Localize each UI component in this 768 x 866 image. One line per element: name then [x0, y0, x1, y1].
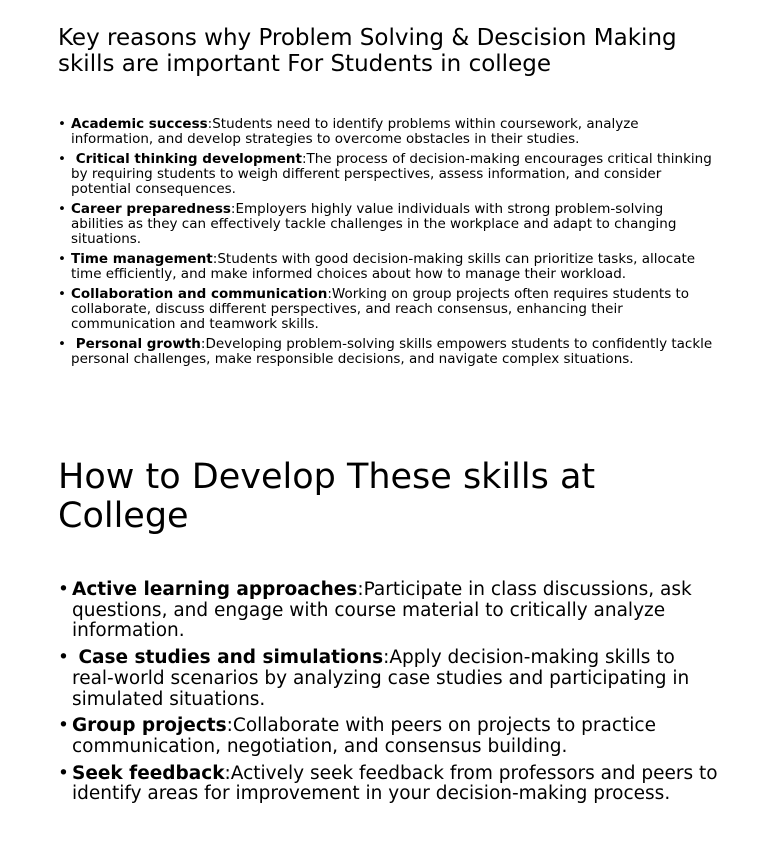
item-term: Critical thinking development	[71, 151, 302, 167]
item-text: Working on group projects often requires students to collaborate, discuss different perspectives, and reach consensus, enhancing their communication and teamwork skills.	[71, 286, 690, 332]
key-reasons-list	[58, 117, 718, 372]
item-text: Students need to identify problems within coursework, analyze information, and develop strategies to overcome obstacles in their studies.	[71, 116, 639, 147]
bullet: •	[58, 579, 69, 600]
item-term: Academic success	[71, 116, 208, 132]
bullet: •	[58, 251, 66, 267]
bullet: •	[58, 715, 69, 737]
bullet: •	[58, 336, 66, 352]
list-item	[58, 764, 718, 805]
list-item	[58, 648, 718, 710]
item-separator: :	[224, 762, 231, 784]
item-separator: :	[383, 647, 390, 669]
item-term: Case studies and simulations	[72, 647, 384, 669]
item-separator: :	[207, 116, 213, 132]
item-term: Time management	[71, 251, 213, 267]
item-text: Actively seek feedback from professors and peers to identify areas for improvement in your decision-making process.	[72, 762, 718, 805]
develop-skills-list	[58, 580, 718, 811]
item-separator: :	[301, 151, 307, 167]
item-separator: :	[226, 715, 233, 737]
item-term: Active learning approaches	[72, 579, 358, 600]
list-item	[58, 252, 718, 282]
item-term: Group projects	[72, 715, 227, 737]
item-text: The process of decision-making encourages critical thinking by requiring students to weigh different perspectives, assess information, and consider potential consequences.	[71, 151, 712, 197]
item-separator: :	[357, 579, 364, 600]
item-text: Participate in class discussions, ask questions, and engage with course material to critically analyze information.	[72, 579, 692, 642]
item-term: Career preparedness	[71, 201, 231, 217]
list-item	[58, 117, 718, 147]
item-separator: :	[327, 286, 332, 302]
list-item	[58, 580, 718, 642]
bullet: •	[58, 151, 66, 167]
item-text: Students with good decision-making skills can prioritize tasks, allocate time efficiently, and make informed choices about how to manage their workload.	[71, 251, 696, 282]
list-item	[58, 337, 718, 367]
bullet: •	[58, 201, 66, 217]
item-term: Personal growth	[71, 336, 201, 352]
item-text: Collaborate with peers on projects to practice communication, negotiation, and consensus building.	[72, 715, 656, 757]
bullet: •	[58, 286, 66, 302]
item-term: Seek feedback	[72, 762, 225, 784]
section-title-develop-skills: How to Develop These skills at College	[58, 457, 596, 536]
bullet: •	[58, 116, 66, 132]
item-term: Collaboration and communication	[71, 286, 328, 302]
list-item	[58, 716, 718, 757]
section-title-key-reasons: Key reasons why Problem Solving & Descision Making skills are important For Students in college	[58, 25, 677, 77]
bullet: •	[58, 762, 69, 784]
item-separator: :	[200, 336, 206, 352]
item-separator: :	[230, 201, 236, 217]
item-separator: :	[212, 251, 218, 267]
list-item	[58, 287, 718, 332]
item-text: Employers highly value individuals with strong problem-solving abilities as they can effectively tackle challenges in the workplace and adapt to changing situations.	[71, 201, 677, 247]
list-item	[58, 202, 718, 247]
list-item	[58, 152, 718, 197]
item-text: Apply decision-making skills to real-world scenarios by analyzing case studies and participating in simulated situations.	[72, 647, 690, 710]
item-text: Developing problem-solving skills empowers students to confidently tackle personal challenges, make responsible decisions, and navigate complex situations.	[71, 336, 713, 367]
bullet: •	[58, 647, 69, 669]
